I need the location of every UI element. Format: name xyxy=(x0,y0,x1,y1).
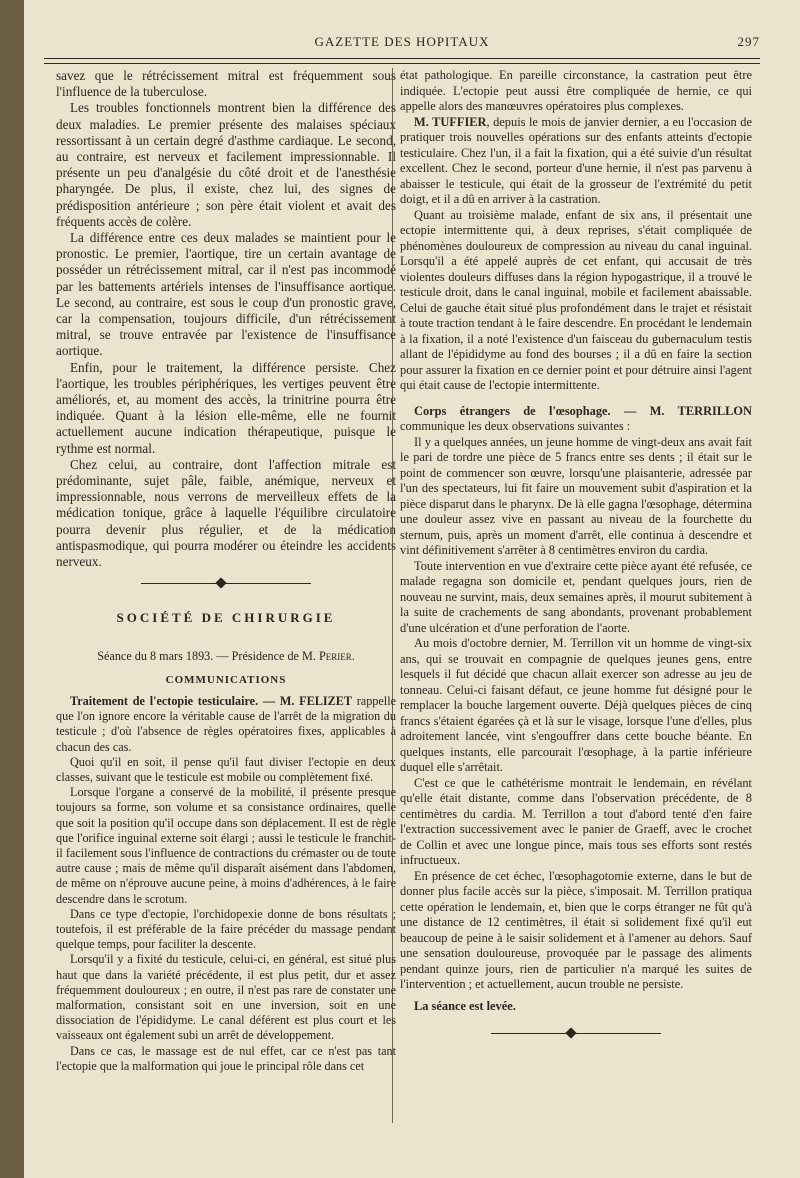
paragraph: Il y a quelques années, un jeune homme de vingt-deux ans avait fait le pari de tordre une pièce de 5 francs entre ses dents ; il était sur le point de commencer son œuvre, lorsqu'une plaisanterie, adressée par l'un des spectateurs, lui fit faire un mouvement subit d'aspiration et la pièce disparut dans le pharynx. De là elle gagna l'œsophage, détermina une douleur assez vive en passant au niveau de la fourchette du sternum, puis, après un moment d'arrêt, elle continua à descendre et vint définitivement s'arrêter à 8 centimètres environ du cardia. xyxy=(400,434,752,557)
paragraph: Dans ce type d'ectopie, l'orchidopexie donne de bons résultats ; toutefois, il est préférable de la faire précéder du massage pendant quelque temps, pour faciliter la descente. xyxy=(56,906,396,952)
left-column xyxy=(56,68,396,1074)
paragraph: Dans ce cas, le massage est de nul effet, car ce n'est pas tant l'ectopie que la malformation qui joue le principal rôle dans cet xyxy=(56,1043,396,1073)
end-ornament xyxy=(491,1028,661,1040)
right-column xyxy=(400,68,752,1048)
paragraph: Quoi qu'il en soit, il pense qu'il faut diviser l'ectopie en deux classes, suivant que le testicule est mobile ou complètement fixé. xyxy=(56,754,396,784)
paragraph: Les troubles fonctionnels montrent bien la différence des deux maladies. Le premier présente des malaises spéciaux ressortissant à un certain degré d'asthme cardiaque. Le second, au contraire, est nerveux et facilement impressionnable. Il présente un peu d'analgésie du côté droit et de l'anesthésie pharyngée. De plus, il existe, chez lui, des signes de prédisposition antérieure ; son père était violent et avait des fréquents accès de colère. xyxy=(56,100,396,229)
running-header xyxy=(44,34,760,54)
article-title: Traitement de l'ectopie testiculaire. xyxy=(70,693,259,708)
paragraph: Quant au troisième malade, enfant de six ans, il présentait une ectopie intermittente qui, à deux reprises, s'était compliquée de phénomènes douloureux de compression au niveau du canal inguinal. Lorsqu'il a été appelé auprès de cet enfant, qui accusait de très violentes douleurs diffuses dans la région hypogastrique, il a trouvé le testicule droit, dans le canal inguinal, mobile et facilement abaissable. Celui de gauche était situé plus profondément dans le trajet et résistait à toute traction tendant à le faire descendre. En procédant le lendemain à la fixation, il a noté l'existence d'un faisceau du gubernaculum testis allant de l'épididyme au fond des bourses ; il a dû en faire la section pour assurer la fixation en ce dernier point et pour détruire ainsi l'agent qui était cause de l'ectopie intermittente. xyxy=(400,207,752,392)
paragraph: Chez celui, au contraire, dont l'affection mitrale est prédominante, sujet pâle, faible, anémique, nerveux et impressionnable, nous verrons de merveilleux effets de la médication tonique, grâce à laquelle l'équilibre circulatoire pourra devenir plus régulier, et de la médication antispasmodique, qui pourra modérer ou éteindre les accidents nerveux. xyxy=(56,456,396,570)
paragraph: Enfin, pour le traitement, la différence persiste. Chez l'aortique, les troubles périphériques, les vertiges peuvent être améliorés, et, au moment des accès, la trinitrine pourra être indiquée. Quant à la lésion elle-même, elle ne fournit actuellement aucune indication thérapeutique, puisque le rythme est normal. xyxy=(56,359,396,456)
paragraph: savez que le rétrécissement mitral est fréquemment sous l'influence de la tuberculose. xyxy=(56,68,396,100)
seance-end: . xyxy=(351,648,355,663)
binding-edge xyxy=(0,0,24,1178)
page-number: 297 xyxy=(737,34,760,49)
journal-title: GAZETTE DES HOPITAUX xyxy=(314,34,490,49)
seance-text: Séance du 8 mars 1893. — Présidence de M. xyxy=(97,648,319,663)
article-lead xyxy=(400,404,752,435)
author-name: — M. TERRILLON xyxy=(610,403,752,418)
paragraph: En présence de cet échec, l'œsophagotomie externe, dans le but de donner plus facile accès sur la pièce, s'imposait. M. Terrillon pratiqua cette opération le lendemain, et, bien que le corps étranger ne fût qu'à une distance de 12 centimètres, il était si solidement fixé qu'il eut beaucoup de peine à le saisir solidement et à l'amener au dehors. Sauf une sensation douloureuse, provoquée par le passage des aliments pendant quinze jours, rien de particulier n'a marqué les suites de l'intervention ; et actuellement, aucun trouble ne persiste. xyxy=(400,868,752,991)
paragraph: Au mois d'octobre dernier, M. Terrillon vit un homme de vingt-six ans, qui se trouvait en compagnie de quelques jeunes gens, entre lesquels il fut décidé que chacun allait exercer son adresse au jeu de tonneau. Celui-ci faisant défaut, ce jeune homme fut désigné pour le remplacer la bouche largement ouverte. Déjà quelques pièces de cinq francs s'étaient égarées çà et là sur le visage, lorsque l'une d'elles, plus adroitement lancée, vint s'engouffrer dans cette bouche béante. En quelques instants, elle parcourait l'œsophage, à la partie inférieure duquel elle s'arrêtait. xyxy=(400,636,752,774)
article-title: Corps étrangers de l'œsophage. xyxy=(414,403,611,418)
paragraph xyxy=(400,115,752,208)
closing-line: La séance est levée. xyxy=(414,998,516,1013)
author-name: — M. FELIZET xyxy=(258,693,352,708)
paragraph: C'est ce que le cathétérisme montrait le lendemain, en révélant qu'elle était distante, comme dans l'observation précédente, de 8 centimètres du cardia. M. Terrillon a tout d'abord tenté d'en faire l'extraction successivement avec le panier de Graeff, avec le crochet de Collin et avec une longue pince, mais tous ses efforts sont restés infructueux. xyxy=(400,775,752,867)
section-ornament xyxy=(141,578,311,590)
article-intro: rappelle que l'on ignore encore la véritable cause de l'arrêt de la migration du testicule ; d'où l'absence de règles opératoires fixes, applicables à chacun des cas. xyxy=(56,693,396,754)
seance-line xyxy=(56,649,396,664)
president-name: Perier xyxy=(318,648,352,663)
paragraph-text: , depuis le mois de janvier dernier, a eu l'occasion de pratiquer trois nouvelles opérations sur des enfants atteints d'ectopie testiculaire. Chez l'un, il a fait la fixation, qui a été suivie d'un résultat excellent. Chez le second, porteur d'une hernie, il n'est pas parvenu à abaisser le testicule, qui était de la grosseur de l'extrémité du petit doigt, et il a dû en arriver à la castration. xyxy=(400,114,752,206)
header-double-rule xyxy=(44,58,760,64)
paragraph: Lorsqu'il y a fixité du testicule, celui-ci, en général, est situé plus haut que dans la variété précédente, il est plus petit, dur et assez fréquemment douloureux ; en outre, il n'est pas rare de constater une malformation, consistant soit en une inversion, soit en une dissociation de l'épididyme. Le canal déférent est plus court et les vaisseaux ont également subi un arrêt de développement. xyxy=(56,952,396,1043)
paragraph: La différence entre ces deux malades se maintient pour le pronostic. Le premier, l'aortique, tire un certain avantage de posséder un rétrécissement mitral, car il n'est pas incommodé par les battements artériels intenses de l'insuffisance aortique. Le second, au contraire, est sous le coup d'un pronostic grave, car la compensation, toujours difficile, d'un rétrécissement mitral, se trouve entravée par l'existence de l'insuffisance aortique. xyxy=(56,230,396,359)
author-name: M. TUFFIER xyxy=(414,114,487,129)
paragraph: Lorsque l'organe a conservé de la mobilité, il présente presque toujours sa forme, son volume et sa consistance ordinaires, quelle que soit la position qu'il occupe dans son déplacement. Il est de règle que l'orifice inguinal externe soit élargi ; aussi le testicule le franchit-il facilement sous l'influence de contractions du crémaster ou de toute autre cause ; mais de même qu'il disparaît aisément dans l'abdomen, de même on n'éprouve aucune peine, à moins d'adhérences, à le faire descendre dans le scrotum. xyxy=(56,785,396,906)
paragraph: état pathologique. En pareille circonstance, la castration peut être indiquée. L'ectopie peut aussi être compliquée de hernie, ce qui appelle alors des manœuvres opératoires plus complexes. xyxy=(400,68,752,113)
section-title: SOCIÉTÉ DE CHIRURGIE xyxy=(116,610,336,626)
article-lead xyxy=(56,694,396,755)
paragraph: Toute intervention en vue d'extraire cette pièce ayant été refusée, ce malade regagna son domicile et, pendant quelques jours, rien de nouveau ne survint, mais, deux semaines après, il mourut subitement à la suite de crachements de sang abondants, provenant probablement d'une ulcération et d'une perforation de l'aorte. xyxy=(400,558,752,635)
communications-heading: COMMUNICATIONS xyxy=(165,673,287,686)
article-intro: communique les deux observations suivantes : xyxy=(400,419,631,433)
